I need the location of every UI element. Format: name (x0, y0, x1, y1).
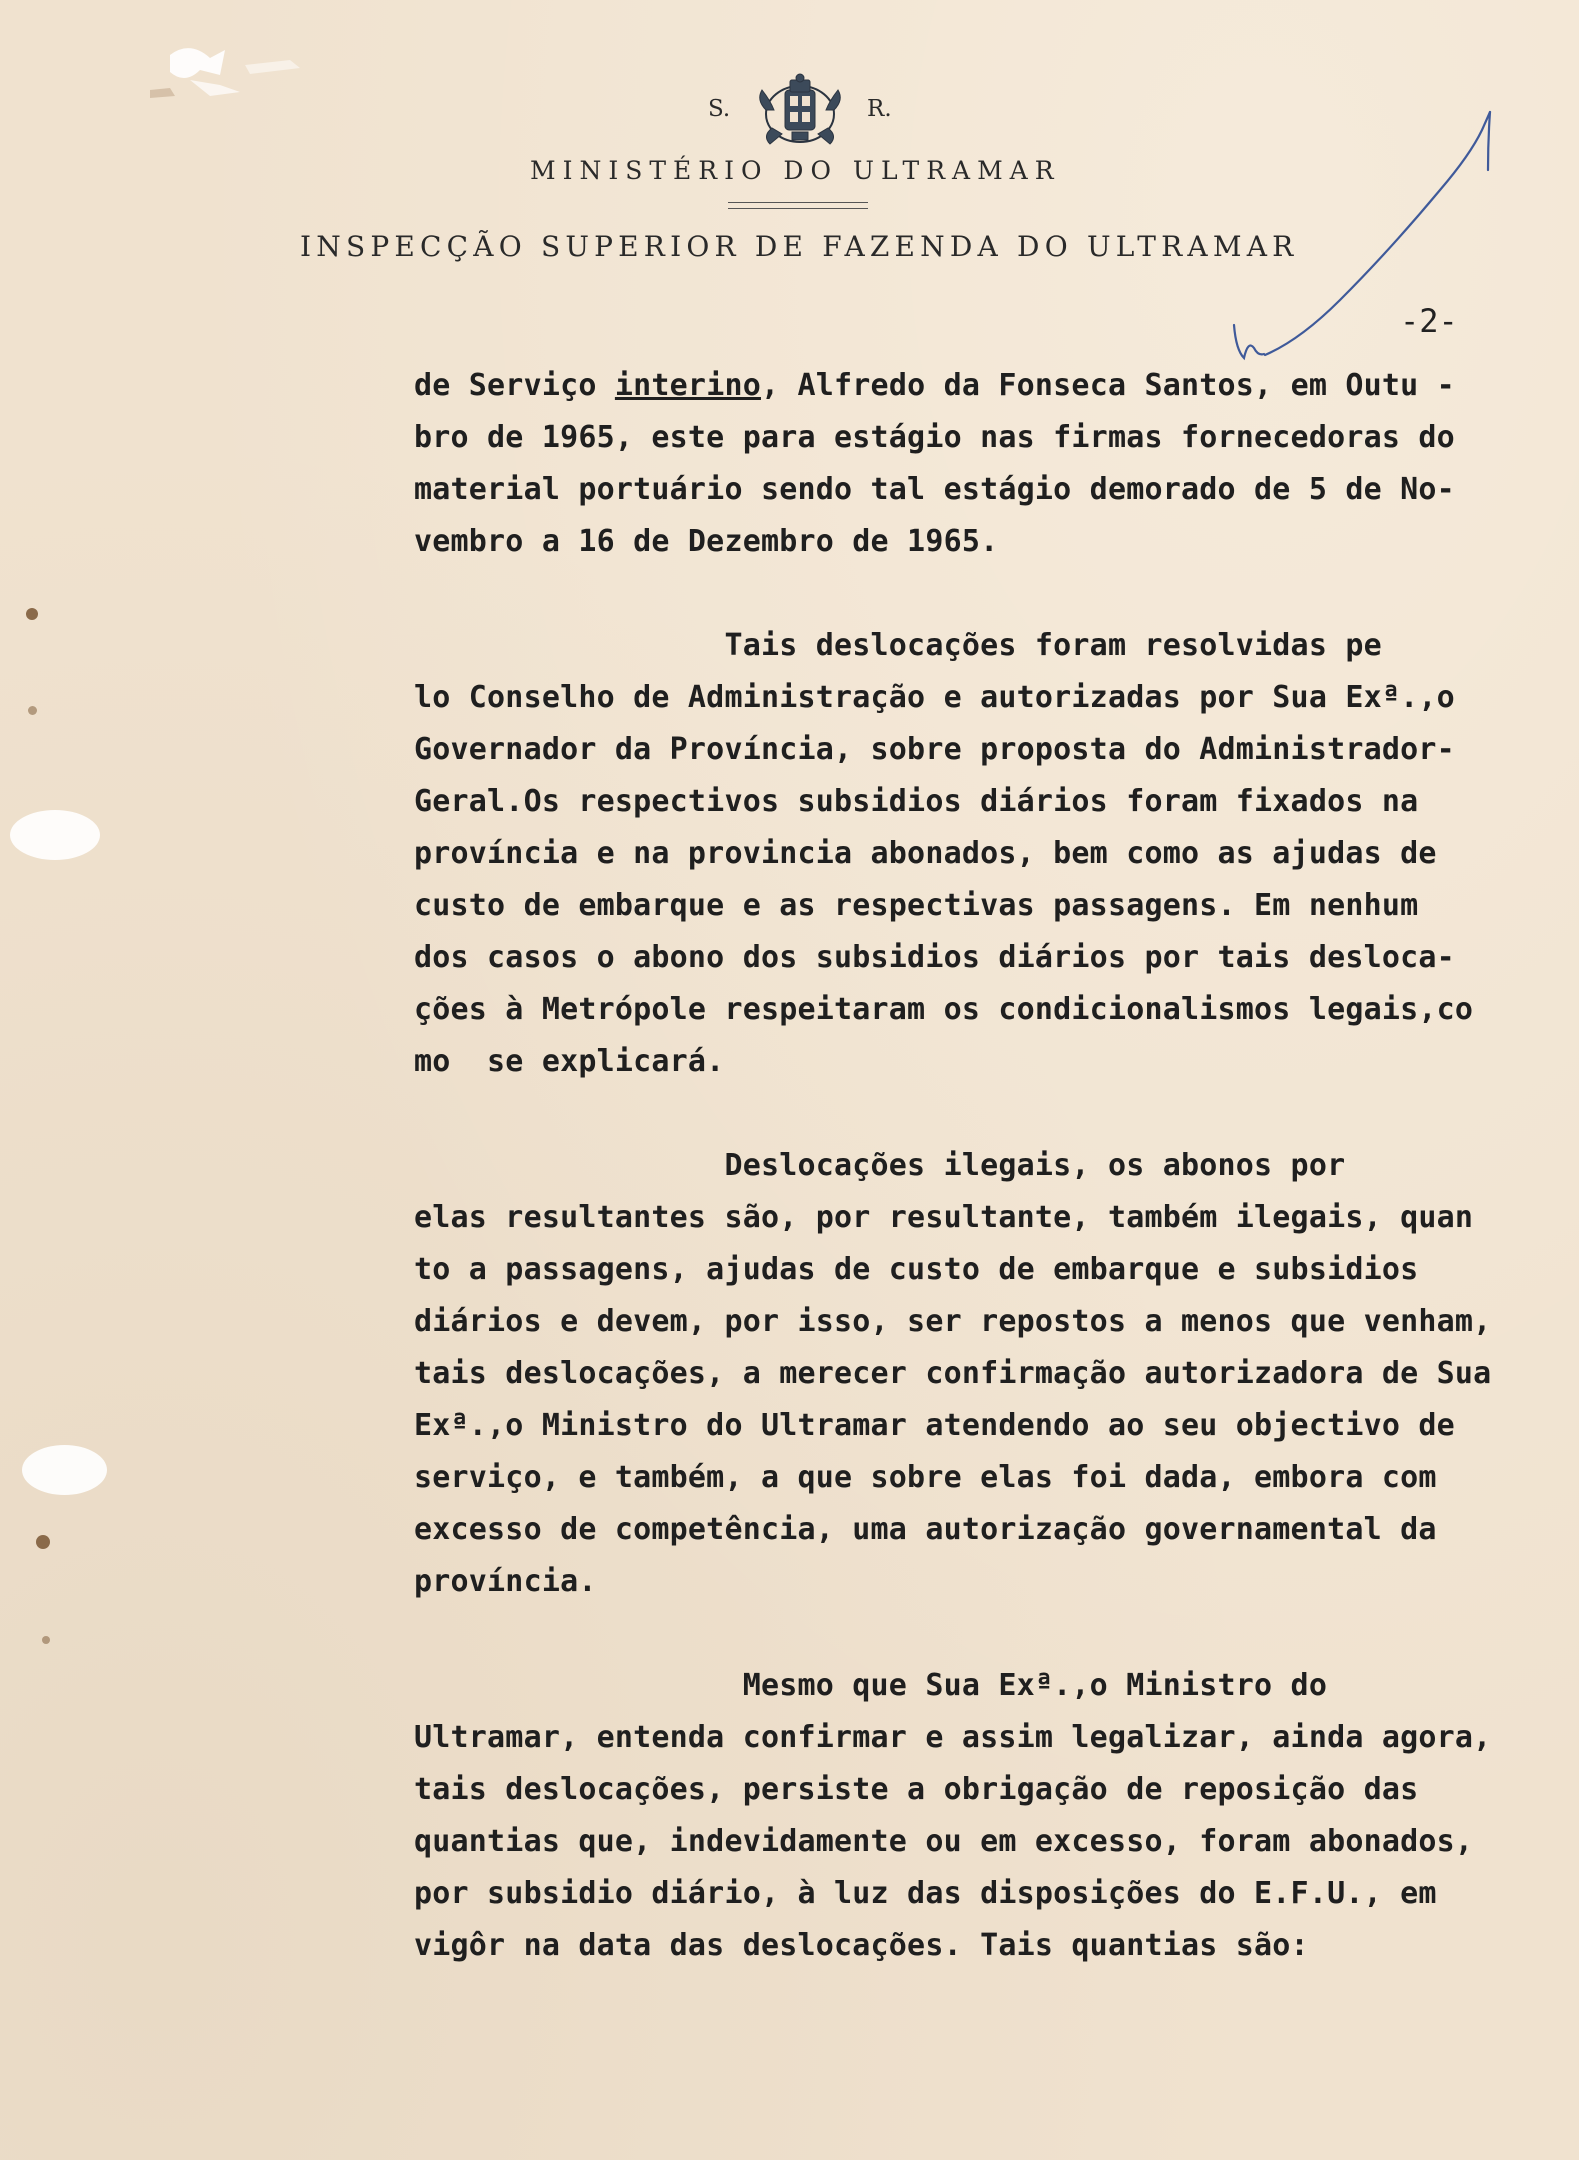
letterhead-r-label: R. (867, 96, 892, 122)
text-line: material portuário sendo tal estágio demorado de 5 de No- (414, 472, 1455, 507)
text-line: ções à Metrópole respeitaram os condicionalismos legais,co (414, 992, 1474, 1027)
text-line: elas resultantes são, por resultante, também ilegais, quan (414, 1200, 1474, 1235)
letterhead-s-label: S. (708, 96, 731, 122)
text-line: excesso de competência, uma autorização governamental da (414, 1512, 1437, 1547)
text-line: de Serviço interino, Alfredo da Fonseca Santos, em Outu - (414, 368, 1455, 403)
underlined-word: interino (614, 368, 761, 403)
text-line: to a passagens, ajudas de custo de embarque e subsidios (414, 1252, 1419, 1287)
punch-hole (10, 810, 100, 860)
text-line: bro de 1965, este para estágio nas firmas fornecedoras do (414, 420, 1455, 455)
text-line: Ultramar, entenda confirmar e assim legalizar, ainda agora, (414, 1720, 1492, 1755)
paragraph-3 (414, 1140, 1554, 1608)
text-line: diários e devem, por isso, ser repostos a menos que venham, (414, 1304, 1492, 1339)
text-line: Governador da Província, sobre proposta do Administrador- (414, 732, 1455, 767)
text-line: vigôr na data das deslocações. Tais quantias são: (414, 1928, 1309, 1963)
text-line: lo Conselho de Administração e autorizadas por Sua Exª.,o (414, 680, 1455, 715)
text-line: Mesmo que Sua Exª.,o Ministro do (414, 1668, 1328, 1703)
text-line: província. (414, 1564, 597, 1599)
document-body (414, 360, 1554, 1972)
ministry-title: MINISTÉRIO DO ULTRAMAR (530, 156, 1061, 185)
letterhead-divider (728, 202, 868, 209)
text-line: Tais deslocações foram resolvidas pe (414, 628, 1382, 663)
paper-speck (28, 706, 37, 715)
text-line: tais deslocações, persiste a obrigação de reposição das (414, 1772, 1419, 1807)
text-line: Deslocações ilegais, os abonos por (414, 1148, 1346, 1183)
text-line: mo se explicará. (414, 1044, 725, 1079)
paper-speck (36, 1535, 50, 1549)
text-line: custo de embarque e as respectivas passagens. Em nenhum (414, 888, 1419, 923)
text-line: tais deslocações, a merecer confirmação autorizadora de Sua (414, 1356, 1492, 1391)
paragraph-1 (414, 360, 1554, 568)
text-line: Geral.Os respectivos subsidios diários foram fixados na (414, 784, 1419, 819)
paragraph-4 (414, 1660, 1554, 1972)
paper-speck (26, 608, 38, 620)
punch-hole (22, 1445, 107, 1495)
handwritten-check-mark (1220, 100, 1520, 370)
text-line: por subsidio diário, à luz das disposições do E.F.U., em (414, 1876, 1437, 1911)
text-line: província e na provincia abonados, bem como as ajudas de (414, 836, 1437, 871)
page-number: -2- (1400, 302, 1458, 340)
text-line: Exª.,o Ministro do Ultramar atendendo ao seu objectivo de (414, 1408, 1455, 1443)
text-line: serviço, e também, a que sobre elas foi dada, embora com (414, 1460, 1437, 1495)
paper-speck (42, 1636, 50, 1644)
text-line: quantias que, indevidamente ou em excesso, foram abonados, (414, 1824, 1474, 1859)
text-line: vembro a 16 de Dezembro de 1965. (414, 524, 999, 559)
text-line: dos casos o abono dos subsidios diários por tais desloca- (414, 940, 1455, 975)
paragraph-2 (414, 620, 1554, 1088)
department-title: INSPECÇÃO SUPERIOR DE FAZENDA DO ULTRAMAR (300, 230, 1299, 263)
coat-of-arms-icon (752, 70, 848, 150)
